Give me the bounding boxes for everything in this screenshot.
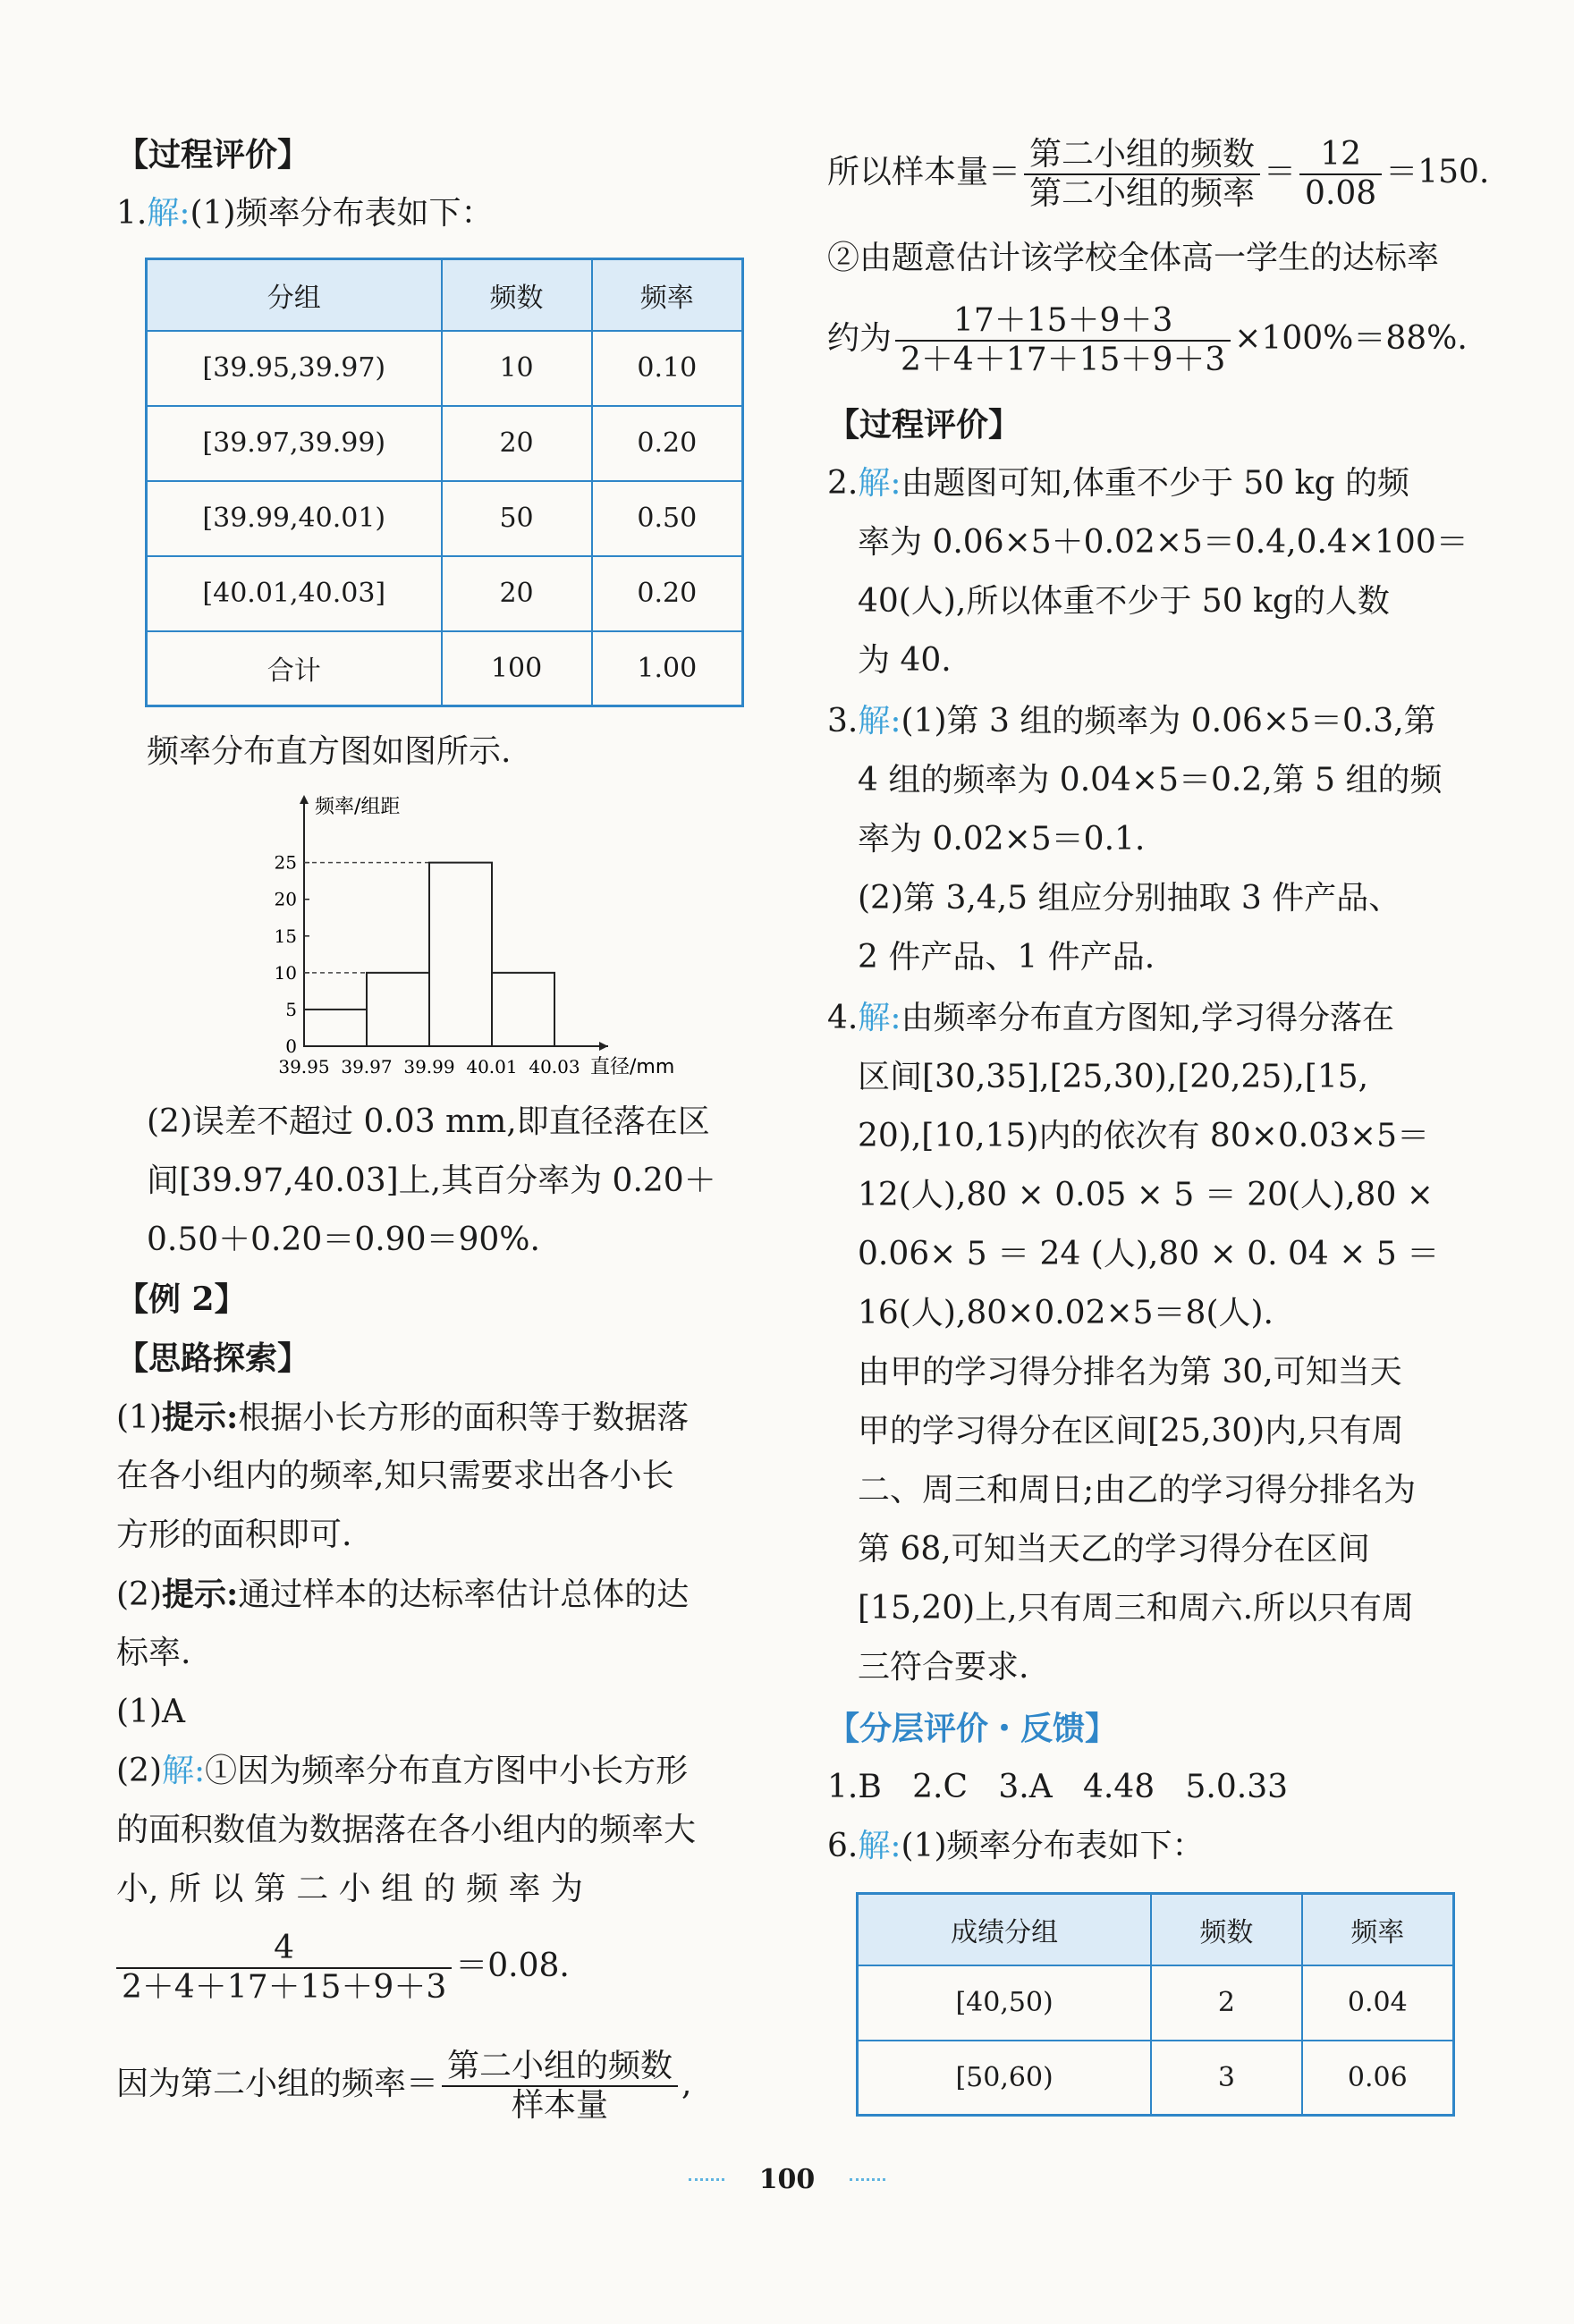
formula-result: ×100%＝88%.: [1234, 320, 1468, 357]
q2-line2: 率为 0.06×5＋0.02×5＝0.4,0.4×100＝: [858, 524, 1468, 561]
q1-line: [116, 193, 494, 234]
frequency-table-1: [145, 258, 744, 707]
q4-line3: 20),[10,15)内的依次有 80×0.03×5＝: [858, 1118, 1430, 1154]
answer-text: ①因为频率分布直方图中小长方形: [205, 1753, 689, 1789]
q3-line3: 率为 0.02×5＝0.1.: [858, 821, 1146, 858]
answer-1: (1)A: [116, 1694, 185, 1730]
q2-line3: 40(人),所以体重不少于 50 kg的人数: [858, 583, 1390, 620]
frequency-histogram: [233, 791, 787, 1086]
section-heading: 【过程评价】: [827, 406, 1021, 444]
y-tick-label: 10: [274, 961, 297, 984]
q4-line9: 二、周三和周日;由乙的学习得分排名为: [858, 1472, 1417, 1508]
numerator: 12: [1299, 136, 1382, 175]
q2-text: 由题图可知,体重不少于 50 kg 的频: [901, 465, 1409, 502]
table-cell: 20: [442, 406, 592, 481]
q3-line4: (2)第 3,4,5 组应分别抽取 3 件产品、: [858, 880, 1401, 917]
q4-line1: [827, 998, 1394, 1039]
formula-result: ＝150.: [1385, 154, 1490, 190]
histogram-bar: [367, 973, 429, 1046]
table-header: 频数: [442, 259, 592, 331]
table-row: [147, 481, 743, 556]
x-tick-label: 39.95: [278, 1056, 330, 1077]
q4-line6: 16(人),80×0.02×5＝8(人).: [858, 1295, 1274, 1331]
sample-size-formula: [827, 136, 1489, 213]
q3-line1: [827, 701, 1436, 742]
formula-prefix: 所以样本量＝: [827, 154, 1021, 190]
equals-sign: ＝: [1264, 154, 1297, 190]
denominator: 0.08: [1305, 175, 1377, 212]
table-cell: [39.99,40.01): [147, 481, 442, 556]
q1-part2-line3: 0.50＋0.20＝0.90＝90%.: [147, 1221, 540, 1258]
table-cell: 3: [1151, 2041, 1301, 2116]
hint2-line2: 标率.: [116, 1635, 191, 1671]
table-cell: 0.20: [592, 556, 743, 631]
table-cell: [40.01,40.03]: [147, 556, 442, 631]
fraction-line-1: [116, 1930, 570, 2007]
q4-line12: 三符合要求.: [858, 1649, 1029, 1686]
denominator: 第二小组的频率: [1029, 175, 1256, 212]
hint1-line2: 在各小组内的频率,知只需要求出各小长: [116, 1458, 674, 1494]
section-heading-blue: 【分层评价・反馈】: [827, 1710, 1118, 1747]
fraction-line-2: [116, 2048, 691, 2125]
formula-prefix: 约为: [827, 320, 893, 357]
y-tick-label: 15: [274, 925, 297, 947]
q4-line5: 0.06× 5 ＝ 24 (人),80 × 0. 04 × 5 ＝: [858, 1236, 1440, 1272]
y-axis-arrow: [300, 795, 309, 804]
q3-line5: 2 件产品、1 件产品.: [858, 939, 1155, 976]
table-cell: [40,50): [858, 1965, 1152, 2041]
answer-number: (2): [116, 1753, 162, 1789]
denominator: 2＋4＋17＋15＋9＋3: [122, 1969, 447, 2006]
table-header: 分组: [147, 259, 442, 331]
table-cell: 2: [1151, 1965, 1301, 2041]
table-cell: 100: [442, 631, 592, 706]
histogram-bar: [304, 1010, 367, 1046]
y-tick-label: 5: [285, 998, 297, 1020]
answer-key: 1.B 2.C 3.A 4.48 5.0.33: [827, 1769, 1289, 1805]
table-row: [147, 406, 743, 481]
jie-label: 解:: [147, 195, 190, 232]
numerator: 4: [116, 1930, 452, 1969]
formula-prefix: 因为第二小组的频率＝: [116, 2066, 439, 2102]
table-cell: [39.97,39.99): [147, 406, 442, 481]
table-cell: [50,60): [858, 2041, 1152, 2116]
q4-line8: 甲的学习得分在区间[25,30)内,只有周: [858, 1413, 1404, 1449]
table-cell: 0.20: [592, 406, 743, 481]
hint-label: 提示:: [162, 1399, 239, 1436]
table-cell: 0.10: [592, 331, 743, 406]
frequency-table-2: [856, 1892, 1455, 2117]
q4-line7: 由甲的学习得分排名为第 30,可知当天: [858, 1354, 1402, 1390]
y-tick-label: 20: [274, 888, 297, 910]
hint-number: (2): [116, 1576, 162, 1613]
page-number: 100: [758, 2164, 816, 2195]
q6-number: 6.: [827, 1828, 859, 1864]
q3-line2: 4 组的频率为 0.04×5＝0.2,第 5 组的频: [858, 762, 1443, 799]
q3-text: (1)第 3 组的频率为 0.06×5＝0.3,第: [901, 703, 1436, 739]
q1-part2-line1: (2)误差不超过 0.03 mm,即直径落在区: [147, 1103, 710, 1140]
table-header: 频数: [1151, 1894, 1301, 1965]
rate-formula: [827, 302, 1468, 379]
q4-line10: 第 68,可知当天乙的学习得分在区间: [858, 1531, 1370, 1568]
x-tick-label: 39.99: [403, 1056, 455, 1077]
example-heading: 【例 2】: [116, 1280, 247, 1318]
fraction-result: ＝0.08.: [455, 1948, 570, 1984]
x-tick-label: 40.03: [529, 1056, 580, 1077]
page-number-decoration-left: [689, 2178, 724, 2183]
table-cell: 合计: [147, 631, 442, 706]
hint1-line1: [116, 1397, 689, 1439]
y-tick-label: 0: [285, 1035, 297, 1057]
y-tick-label: 25: [274, 851, 297, 874]
hint1-line3: 方形的面积即可.: [116, 1517, 352, 1553]
table-row: [147, 331, 743, 406]
x-tick-label: 39.97: [341, 1056, 393, 1077]
fraction: [1024, 136, 1260, 213]
table-cell: 0.04: [1302, 1965, 1454, 2041]
answer2-line1: [116, 1751, 688, 1792]
answer2-line2: 的面积数值为数据落在各小组内的频率大: [116, 1812, 697, 1848]
formula-suffix: ,: [681, 2066, 692, 2102]
q4-line4: 12(人),80 × 0.05 × 5 ＝ 20(人),80 ×: [858, 1177, 1434, 1213]
jie-label: 解:: [162, 1753, 206, 1789]
q6-text: (1)频率分布表如下：: [901, 1828, 1205, 1864]
q4-number: 4.: [827, 1000, 859, 1036]
q4-text: 由频率分布直方图知,学习得分落在: [901, 1000, 1394, 1036]
page-number-decoration-right: [850, 2178, 885, 2183]
fraction: [895, 302, 1231, 379]
q1-number: 1.: [116, 195, 148, 232]
q4-line2: 区间[30,35],[25,30),[20,25),[15,: [858, 1059, 1369, 1095]
jie-label: 解:: [858, 703, 901, 739]
table-row: [858, 1965, 1454, 2041]
table-header: 频率: [1302, 1894, 1454, 1965]
x-axis-arrow: [599, 1042, 608, 1051]
fraction: [1299, 136, 1382, 213]
table-cell: 10: [442, 331, 592, 406]
q1-part2-line2: 间[39.97,40.03]上,其百分率为 0.20＋: [147, 1162, 716, 1199]
numerator: 第二小组的频数: [442, 2048, 678, 2087]
x-axis-label: 直径/mm: [590, 1056, 675, 1078]
numerator: 17＋15＋9＋3: [895, 302, 1231, 342]
hint2-line1: [116, 1574, 689, 1616]
hint-label: 提示:: [162, 1576, 239, 1613]
table-header: 频率: [592, 259, 743, 331]
jie-label: 解:: [858, 465, 901, 502]
fraction: [442, 2048, 678, 2125]
section-heading: 【过程评价】: [116, 136, 310, 173]
table-cell: 0.06: [1302, 2041, 1454, 2116]
q6-line1: [827, 1826, 1205, 1867]
table-cell: [39.95,39.97): [147, 331, 442, 406]
histogram-bar: [492, 973, 554, 1046]
jie-label: 解:: [858, 1828, 901, 1864]
histogram-intro: 频率分布直方图如图所示.: [147, 733, 512, 770]
q4-line11: [15,20)上,只有周三和周六.所以只有周: [858, 1590, 1415, 1627]
q2-number: 2.: [827, 465, 859, 502]
histogram-bar: [429, 863, 492, 1046]
fraction: [116, 1930, 452, 2007]
table-cell: 50: [442, 481, 592, 556]
table-cell: 1.00: [592, 631, 743, 706]
y-axis-label: 频率/组距: [315, 796, 401, 818]
jie-label: 解:: [858, 1000, 901, 1036]
hint-text: 根据小长方形的面积等于数据落: [238, 1399, 690, 1436]
table-row: [147, 631, 743, 706]
answer2-line3: 小, 所 以 第 二 小 组 的 频 率 为: [116, 1871, 583, 1907]
hint-number: (1): [116, 1399, 162, 1436]
denominator: 2＋4＋17＋15＋9＋3: [901, 342, 1226, 378]
section-heading: 【思路探索】: [116, 1339, 310, 1377]
denominator: 样本量: [512, 2087, 609, 2124]
x-tick-label: 40.01: [466, 1056, 518, 1077]
table-row: [147, 556, 743, 631]
table-cell: 20: [442, 556, 592, 631]
q3-number: 3.: [827, 703, 859, 739]
hint-text: 通过样本的达标率估计总体的达: [238, 1576, 690, 1613]
rate-line1: ②由题意估计该学校全体高一学生的达标率: [827, 240, 1440, 276]
q1-text: (1)频率分布表如下：: [190, 195, 494, 232]
table-header: 成绩分组: [858, 1894, 1152, 1965]
numerator: 第二小组的频数: [1024, 136, 1260, 175]
table-cell: 0.50: [592, 481, 743, 556]
q2-line4: 为 40.: [858, 642, 952, 679]
q2-line1: [827, 463, 1409, 504]
table-row: [858, 2041, 1454, 2116]
